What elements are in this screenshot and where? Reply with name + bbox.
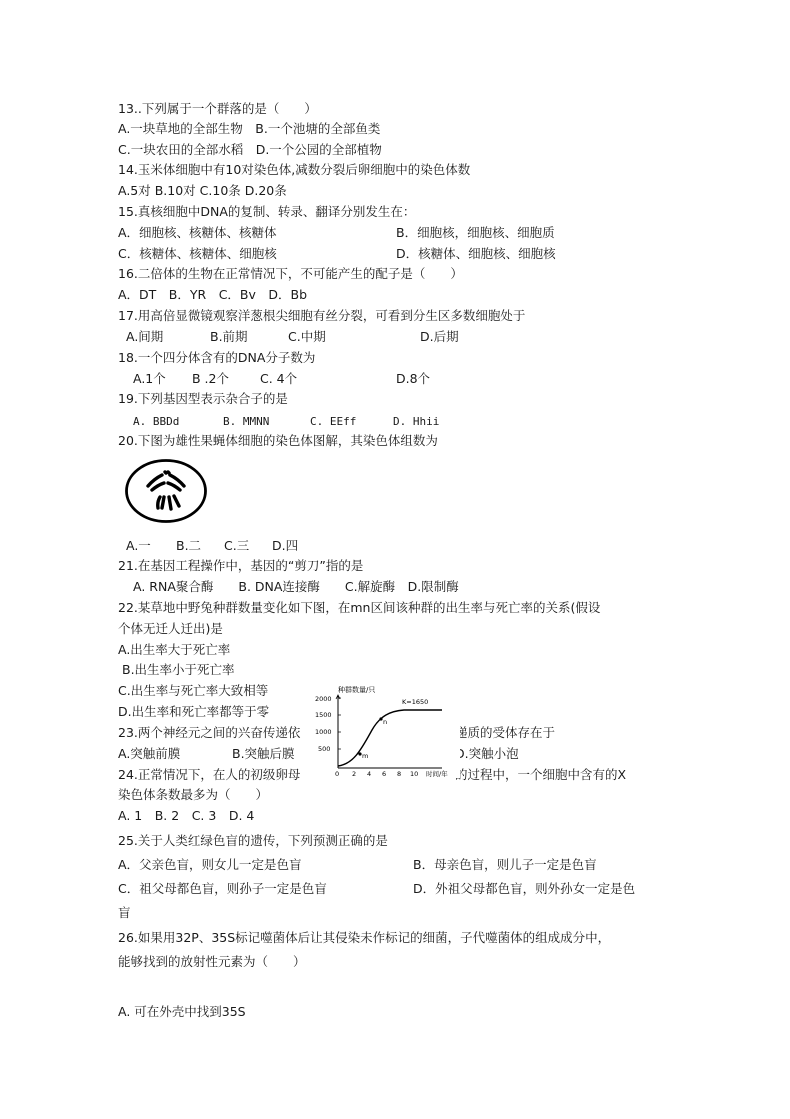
q20-option-d: D.四 xyxy=(272,538,299,553)
q23-stem-right: 递质的受体存在于 xyxy=(455,725,556,740)
q14-stem: 14.玉米体细胞中有10对染色体,减数分裂后卵细胞中的染色体数 xyxy=(118,162,471,177)
q17-option-d: D.后期 xyxy=(420,329,459,344)
q22-option-b: B.出生率小于死亡率 xyxy=(122,662,235,677)
q23-option-d: D.突触小泡 xyxy=(455,746,519,761)
x-tick-4: 4 xyxy=(367,770,372,778)
q17-stem: 17.用高倍显微镜观察洋葱根尖细胞有丝分裂，可看到分生区多数细胞处于 xyxy=(118,308,526,323)
q26-stem-line1: 26.如果用32P、35S标记噬菌体后让其侵染未作标记的细菌，子代噬菌体的组成成分中， xyxy=(118,930,611,945)
q22-option-c: C.出生率与死亡率大致相等 xyxy=(118,683,269,698)
q22-option-d: D.出生率和死亡率都等于零 xyxy=(118,704,270,719)
q17-option-c: C.中期 xyxy=(288,329,326,344)
q24-stem-left: 24.正常情况下，在人的初级卵母 xyxy=(118,767,301,782)
figure-xlabel: 时间/年 xyxy=(426,770,448,778)
x-tick-6: 6 xyxy=(382,770,387,778)
y-tick-1500: 1500 xyxy=(315,711,332,719)
q18-option-b: B .2个 xyxy=(192,371,229,386)
q13-options-cd: C.一块农田的全部水稻 D.一个公园的全部植物 xyxy=(118,142,382,157)
q15-option-d: D．核糖体、细胞核、细胞核 xyxy=(396,246,556,261)
q18-option-d: D.8个 xyxy=(396,371,431,386)
q15-option-a: A．细胞核、核糖体、核糖体 xyxy=(118,225,277,240)
x-tick-2: 2 xyxy=(352,770,357,778)
fruit-fly-chromosome-figure xyxy=(124,458,208,524)
q20-stem: 20.下图为雄性果蝇体细胞的染色体图解，其染色体组数为 xyxy=(118,433,438,448)
q25-stem: 25.关于人类红绿色盲的遗传，下列预测正确的是 xyxy=(118,833,388,848)
q23-stem-left: 23.两个神经元之间的兴奋传递依 xyxy=(118,725,301,740)
q22-option-a: A.出生率大于死亡率 xyxy=(118,642,231,657)
q22-stem-line1: 22.某草地中野兔种群数量变化如下图，在mn区间该种群的出生率与死亡率的关系(假设 xyxy=(118,600,601,615)
growth-curve xyxy=(338,710,442,766)
q25-option-b: B．母亲色盲，则儿子一定是色盲 xyxy=(413,857,597,872)
n-label: n xyxy=(383,718,388,726)
y-tick-500: 500 xyxy=(318,745,331,753)
q20-option-c: C.三 xyxy=(224,538,250,553)
y-tick-2000: 2000 xyxy=(315,695,332,703)
q19-option-b: B. MMNN xyxy=(223,415,270,428)
q19-option-c: C. EEff xyxy=(310,415,357,428)
q22-stem-line2: 个体无迁人迁出)是 xyxy=(118,621,223,636)
q14-options: A.5对 B.10对 C.10条 D.20条 xyxy=(118,183,287,198)
cell-outline xyxy=(127,461,206,522)
q21-stem: 21.在基因工程操作中，基因的“剪刀”指的是 xyxy=(118,558,364,573)
q26-stem-line2: 能够找到的放射性元素为（ ） xyxy=(118,954,306,969)
m-label: m xyxy=(362,752,369,760)
x-tick-10: 10 xyxy=(410,770,419,778)
k-label: K=1650 xyxy=(402,698,429,706)
q17-option-a: A.间期 xyxy=(126,329,164,344)
q24-stem-line2: 染色体条数最多为（ ） xyxy=(118,787,269,802)
q15-option-b: B．细胞核，细胞核、细胞质 xyxy=(396,225,555,240)
q19-stem: 19.下列基因型表示杂合子的是 xyxy=(118,391,288,406)
q18-option-a: A.1个 xyxy=(133,371,166,386)
q16-options: A．DT B．YR C．Bv D．Bb xyxy=(118,287,308,302)
q25-option-c: C．祖父母都色盲，则孙子一定是色盲 xyxy=(118,881,327,896)
q18-option-c: C. 4个 xyxy=(260,371,298,386)
q23-option-b: B.突触后膜 xyxy=(232,746,295,761)
q20-option-b: B.二 xyxy=(176,538,202,553)
q19-option-a: A. BBDd xyxy=(133,415,180,428)
q25-option-d: D．外祖父母都色盲，则外孙女一定是色 xyxy=(413,881,636,896)
q13-stem: 13..下列属于一个群落的是（ ） xyxy=(118,101,317,116)
x-tick-8: 8 xyxy=(397,770,402,778)
y-tick-1000: 1000 xyxy=(315,728,332,736)
q24-options: A. 1 B. 2 C. 3 D. 4 xyxy=(118,808,255,823)
q15-option-c: C．核糖体、核糖体、细胞核 xyxy=(118,246,277,261)
population-growth-figure xyxy=(314,684,460,778)
q21-options: A. RNA聚合酶 B. DNA连接酶 C.解旋酶 D.限制酶 xyxy=(133,579,459,594)
q25-option-d-cont: 盲 xyxy=(118,905,131,920)
q26-option-a: A. 可在外壳中找到35S xyxy=(118,1004,246,1019)
x-tick-origin: 0 xyxy=(335,770,340,778)
q15-stem: 15.真核细胞中DNA的复制、转录、翻译分别发生在： xyxy=(118,204,416,219)
q13-options-ab: A.一块草地的全部生物 B.一个池塘的全部鱼类 xyxy=(118,121,381,136)
q24-stem-right: 的过程中，一个细胞中含有的X xyxy=(455,767,627,782)
q25-option-a: A．父亲色盲，则女儿一定是色盲 xyxy=(118,857,302,872)
q16-stem: 16.二倍体的生物在正常情况下，不可能产生的配子是（ ） xyxy=(118,266,463,281)
figure-ylabel: 种群数量/只 xyxy=(338,686,376,694)
q17-option-b: B.前期 xyxy=(210,329,248,344)
chromosome-set xyxy=(148,472,184,509)
q18-stem: 18.一个四分体含有的DNA分子数为 xyxy=(118,350,316,365)
q23-option-a: A.突触前膜 xyxy=(118,746,181,761)
q19-option-d: D. Hhii xyxy=(393,415,440,428)
q20-option-a: A.一 xyxy=(126,538,151,553)
